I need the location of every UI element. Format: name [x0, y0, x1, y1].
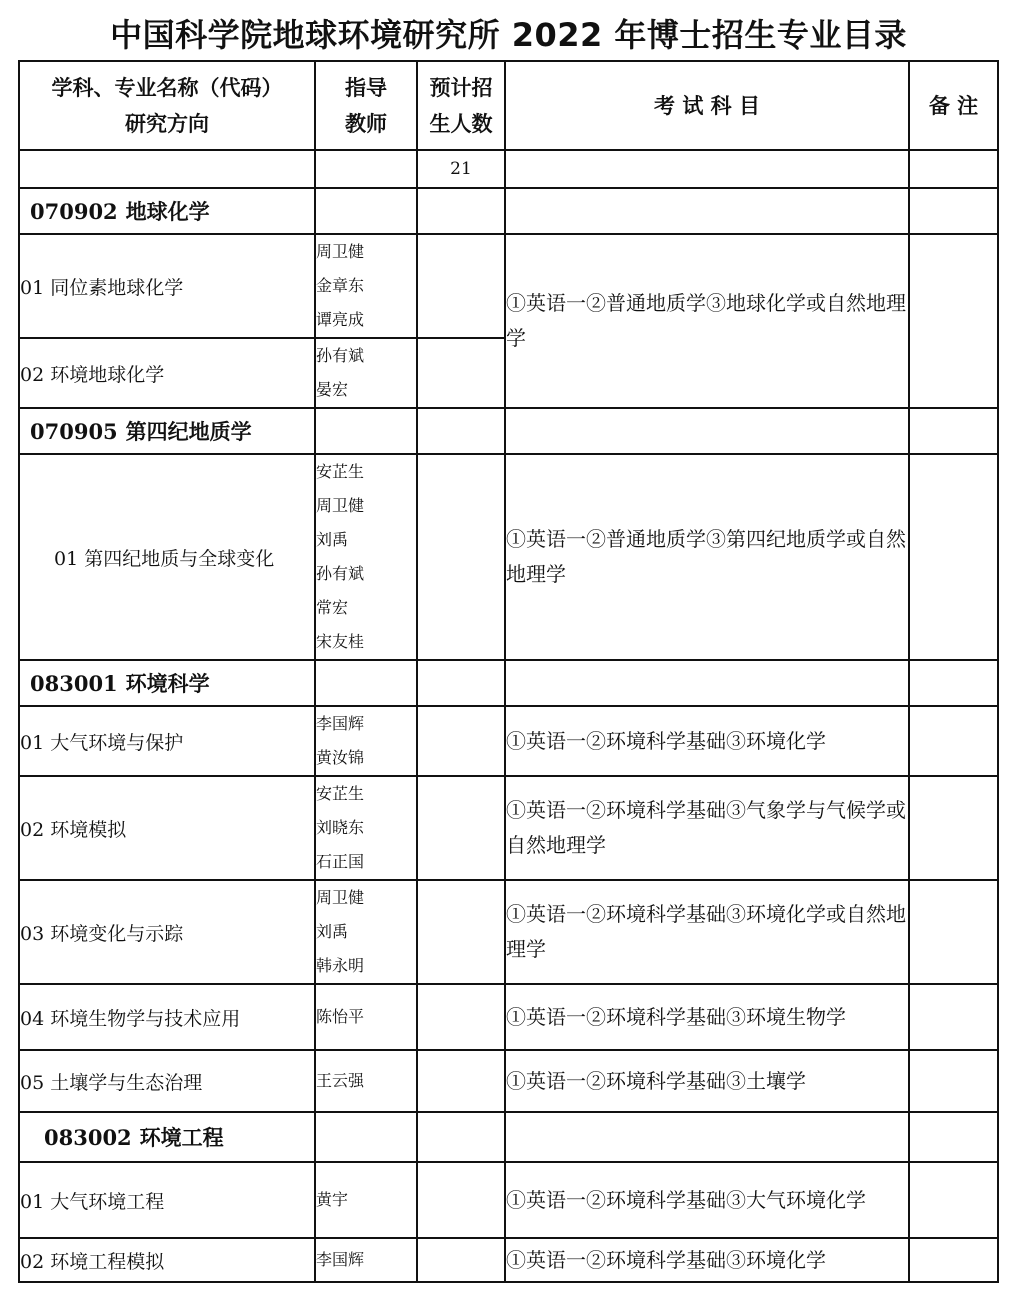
tutor-name: 刘禹 — [316, 922, 349, 941]
tutor-name: 李国辉 — [316, 1250, 365, 1269]
major-row — [19, 1112, 998, 1162]
direction-label: 01 大气环境与保护 — [19, 706, 315, 776]
tutor-list — [315, 706, 417, 776]
header-enrollment-line1: 预计招 — [429, 75, 493, 100]
tutor-name: 韩永明 — [316, 956, 365, 975]
direction-label: 02 环境模拟 — [19, 776, 315, 880]
header-tutor-line2: 教师 — [345, 111, 387, 136]
major-name — [19, 408, 315, 454]
major-code: 070905 — [30, 419, 118, 444]
header-row — [19, 61, 998, 150]
total-enrollment: 21 — [417, 150, 505, 188]
tutor-name: 刘晓东 — [316, 818, 365, 837]
direction-label: 01 第四纪地质与全球变化 — [19, 454, 315, 660]
major-name — [19, 660, 315, 706]
tutor-name: 宋友桂 — [316, 632, 365, 651]
header-tutor — [315, 61, 417, 150]
direction-row — [19, 880, 998, 984]
tutor-name: 石正国 — [316, 852, 365, 871]
major-row — [19, 660, 998, 706]
direction-label: 01 大气环境工程 — [19, 1162, 315, 1238]
tutor-name: 晏宏 — [316, 380, 349, 399]
tutor-name: 刘禹 — [316, 530, 349, 549]
major-row — [19, 188, 998, 234]
tutor-name: 谭亮成 — [316, 310, 365, 329]
tutor-name: 王云强 — [316, 1071, 365, 1090]
direction-label: 05 土壤学与生态治理 — [19, 1050, 315, 1112]
tutor-name: 陈怡平 — [316, 1007, 365, 1026]
tutor-list — [315, 338, 417, 408]
direction-row — [19, 1050, 998, 1112]
header-tutor-line1: 指导 — [345, 75, 387, 100]
major-title: 第四纪地质学 — [125, 419, 252, 444]
exam-subjects: ①英语一②环境科学基础③环境生物学 — [505, 984, 909, 1050]
tutor-name: 孙有斌 — [316, 346, 365, 365]
direction-label: 02 环境工程模拟 — [19, 1238, 315, 1282]
tutor-name: 安芷生 — [316, 784, 365, 803]
direction-row — [19, 776, 998, 880]
tutor-list — [315, 454, 417, 660]
tutor-list — [315, 1162, 417, 1238]
tutor-name: 孙有斌 — [316, 564, 365, 583]
direction-label: 04 环境生物学与技术应用 — [19, 984, 315, 1050]
exam-subjects: ①英语一②普通地质学③第四纪地质学或自然地理学 — [505, 454, 909, 660]
major-code: 070902 — [30, 199, 118, 224]
tutor-name: 周卫健 — [316, 496, 365, 515]
direction-row — [19, 1162, 998, 1238]
major-title: 环境科学 — [125, 671, 210, 696]
tutor-name: 周卫健 — [316, 242, 365, 261]
tutor-name: 安芷生 — [316, 462, 365, 481]
major-title: 地球化学 — [125, 199, 210, 224]
tutor-name: 李国辉 — [316, 714, 365, 733]
tutor-list — [315, 984, 417, 1050]
exam-subjects: ①英语一②环境科学基础③土壤学 — [505, 1050, 909, 1112]
page-title: 中国科学院地球环境研究所 2022 年博士招生专业目录 — [110, 16, 907, 54]
direction-row — [19, 706, 998, 776]
exam-subjects: ①英语一②环境科学基础③环境化学或自然地理学 — [505, 880, 909, 984]
exam-subjects: ①英语一②环境科学基础③大气环境化学 — [505, 1162, 909, 1238]
major-row — [19, 408, 998, 454]
catalog-table — [18, 60, 999, 1283]
major-code: 083001 — [30, 671, 118, 696]
header-enrollment-line2: 生人数 — [429, 111, 493, 136]
exam-subjects: ①英语一②环境科学基础③环境化学 — [505, 706, 909, 776]
tutor-list — [315, 776, 417, 880]
tutor-list — [315, 1050, 417, 1112]
tutor-name: 黄宇 — [316, 1190, 349, 1209]
direction-label: 02 环境地球化学 — [19, 338, 315, 408]
exam-subjects: ①英语一②环境科学基础③气象学与气候学或自然地理学 — [505, 776, 909, 880]
exam-subjects: ①英语一②环境科学基础③环境化学 — [505, 1238, 909, 1282]
header-enrollment — [417, 61, 505, 150]
direction-row — [19, 234, 998, 338]
tutor-list — [315, 234, 417, 338]
header-subject-line2: 研究方向 — [125, 111, 209, 136]
tutor-name: 黄汝锦 — [316, 748, 365, 767]
header-exam: 考 试 科 目 — [505, 61, 909, 150]
major-code: 083002 — [44, 1125, 132, 1150]
header-subject — [19, 61, 315, 150]
exam-subjects: ①英语一②普通地质学③地球化学或自然地理学 — [505, 234, 909, 408]
direction-row — [19, 454, 998, 660]
direction-row — [19, 1238, 998, 1282]
major-title: 环境工程 — [139, 1125, 224, 1150]
tutor-list — [315, 880, 417, 984]
total-row — [19, 150, 998, 188]
header-remark: 备 注 — [909, 61, 998, 150]
major-name — [19, 188, 315, 234]
header-subject-line1: 学科、专业名称（代码） — [51, 75, 283, 100]
tutor-name: 周卫健 — [316, 888, 365, 907]
direction-row — [19, 984, 998, 1050]
tutor-list — [315, 1238, 417, 1282]
tutor-name: 金章东 — [316, 276, 365, 295]
major-name — [19, 1112, 315, 1162]
tutor-name: 常宏 — [316, 598, 349, 617]
direction-label: 03 环境变化与示踪 — [19, 880, 315, 984]
direction-label: 01 同位素地球化学 — [19, 234, 315, 338]
